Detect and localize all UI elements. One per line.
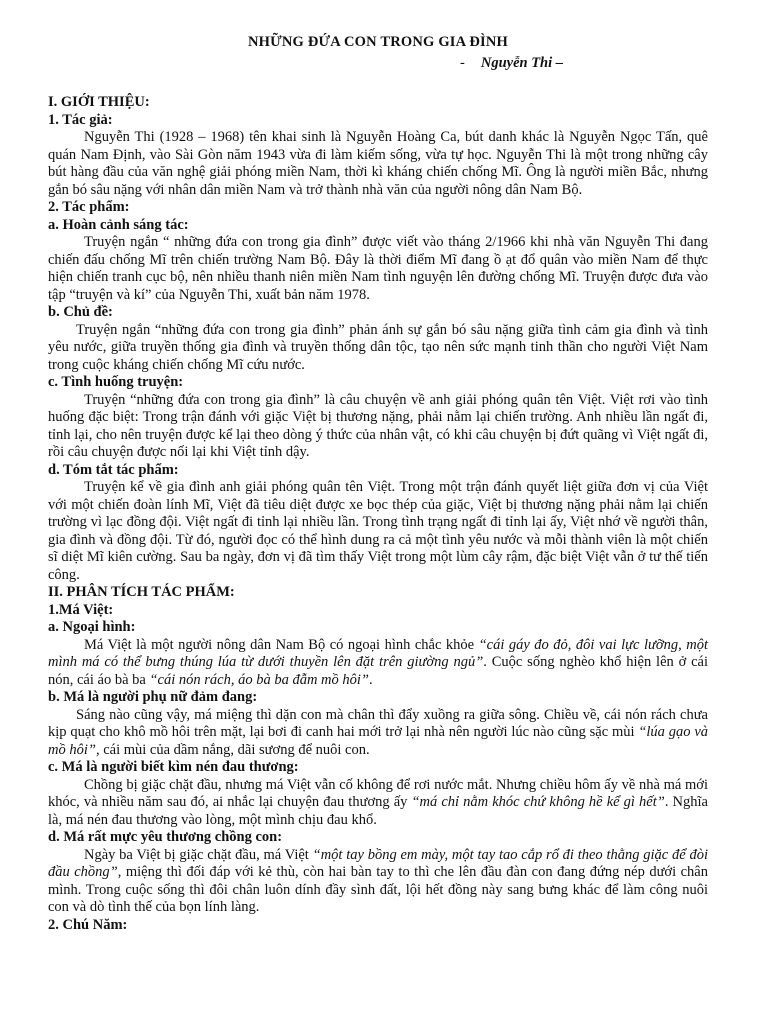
love-heading: d. Má rất mực yêu thương chồng con:	[48, 829, 283, 845]
context-paragraph: Truyện ngắn “ những đứa con trong gia đình” được viết vào tháng 2/1966 khi nhà văn Nguyễn Thi đang chiến đấu chống Mĩ trên chiến trường Nam Bộ. Đây là thời điểm Mĩ đang ồ ạt đổ quân vào miền Nam để thực hiện chiến tranh cục bộ, nên nhiều thanh niên miền Nam tình nguyện lên đường chống Mĩ. Truyện được đưa vào tập “truyện và kí” của Nguyễn Thi, xuất bản năm 1978.	[48, 234, 708, 303]
summary-heading: d. Tóm tắt tác phẩm:	[48, 461, 179, 478]
situation-paragraph: Truyện “những đứa con trong gia đình” là câu chuyện về anh giải phóng quân tên Việt. Việt rơi vào tình huống đặc biệt: Trong trận đánh với giặc Việt bị thương nặng, phải nằm lại chiến trường. Anh nhiều lần ngất đi, tỉnh lại, cho nên truyện được kể lại theo dòng ý thức của nhân vật, có khi câu chuyện bị đứt quãng vì Việt ngất đi, rồi câu chuyện được nối lại khi Việt tỉnh dậy.	[48, 391, 708, 460]
author-dash: -	[460, 55, 465, 71]
capable-text-2: , cái mùi của dầm nắng, dãi sương để nuôi con.	[95, 741, 370, 758]
summary-paragraph: Truyện kể về gia đình anh giải phóng quân tên Việt. Trong một trận đánh quyết liệt giữa đơn vị của Việt với một chiến đoàn lính Mĩ, Việt đã tiêu diệt được xe bọc thép của giặc, Việt bị thương nặng phải nằm lại chiến trường vì lạc đồng đội. Việt ngất đi tỉnh lại nhiều lần. Trong tình trạng ngất đi tỉnh lại ấy, Việt nhớ về người thân, gia đình và đồng đội. Từ đó, người đọc có thể hình dung ra cả một tình yêu nước và mỗi thành viên là một chiến sĩ diệt Mĩ kiên cường. Sau ba ngày, đơn vị đã tìm thấy Việt trong một lùm cây rậm, đặc biệt Việt vẫn ở tư thế tiến công.	[48, 479, 708, 583]
section-2-heading: II. PHÂN TÍCH TÁC PHẨM:	[48, 584, 235, 600]
subsection-author-heading: 1. Tác giả:	[48, 111, 113, 128]
love-paragraph	[48, 847, 708, 917]
theme-heading: b. Chủ đề:	[48, 304, 113, 320]
restraint-paragraph	[48, 777, 708, 830]
ma-viet-heading: 1.Má Việt:	[48, 601, 114, 618]
appearance-text-1: Má Việt là một người nông dân Nam Bộ có ngoại hình chắc khỏe	[84, 636, 479, 653]
appearance-quote-1: “cái gáy đo đỏ, đôi vai lực lưỡng, một mình má có thể bưng thúng lúa từ dưới thuyền lên đặt trên giường ngủ”	[48, 636, 708, 670]
appearance-heading: a. Ngoại hình:	[48, 619, 136, 635]
capable-heading: b. Má là người phụ nữ đảm đang:	[48, 689, 258, 705]
love-quote-1: “một tay bồng em mày, một tay tao cắp rổ đi theo thằng giặc để đòi đầu chồng”	[48, 846, 708, 880]
love-text-2: , miệng thì đối đáp với kẻ thù, còn hai bàn tay to thì che lên đầu đàn con đang đứng nép dưới chân mình. Trong cuộc sống thì đôi chân luôn dính đầy sình đất, lội hết đồng này sang bưng khác để làm công nuôi con và dò tình thế của bọn lính làng.	[48, 864, 708, 915]
author-paragraph: Nguyễn Thi (1928 – 1968) tên khai sinh là Nguyễn Hoàng Ca, bút danh khác là Nguyễn Ngọc Tấn, quê quán Nam Định, vào Sài Gòn năm 1943 vừa đi làm kiếm sống, vừa tự học. Nguyễn Thi là một trong những cây bút hàng đầu của văn nghệ giải phóng miền Nam, thời kì kháng chiến chống Mĩ. Ông là người miền Bắc, nhưng gắn bó sâu nặng với nhân dân miền Nam và trở thành nhà văn của người nông dân Nam Bộ.	[48, 129, 708, 198]
situation-heading: c. Tình huống truyện:	[48, 374, 184, 390]
theme-paragraph: Truyện ngắn “những đứa con trong gia đình” phản ánh sự gắn bó sâu nặng giữa tình cảm gia đình và tình yêu nước, giữa truyền thống gia đình và truyền thống dân tộc, tạo nên sức mạnh tinh thần cho người Việt Nam trong cuộc kháng chiến chống Mĩ cứu nước.	[48, 321, 708, 373]
capable-quote-1: “lúa gạo và mồ hôi”	[48, 724, 709, 758]
author-line	[460, 55, 708, 72]
appearance-quote-2: “cái nón rách, áo bà ba đẫm mồ hôi”	[149, 671, 369, 688]
love-text-1: Ngày ba Việt bị giặc chặt đầu, má Việt	[84, 846, 313, 863]
appearance-paragraph	[48, 637, 708, 690]
restraint-quote-1: “má chỉ nằm khóc chứ không hề kể gì hết”	[411, 794, 665, 810]
capable-paragraph	[48, 707, 708, 760]
appearance-text-2: . Cuộc sống nghèo khổ hiện lên ở cái nón, cái áo bà ba	[48, 654, 708, 688]
restraint-heading: c. Má là người biết kìm nén đau thương:	[48, 759, 299, 775]
chu-nam-heading: 2. Chú Năm:	[48, 916, 128, 933]
section-1-heading: I. GIỚI THIỆU:	[48, 94, 150, 110]
restraint-text-1: Chồng bị giặc chặt đầu, nhưng má Việt vẫn cố không để rơi nước mắt. Nhưng chiều hôm ấy về nhà má mới khóc, và nhiều năm sau đó, ai nhắc lại chuyện đau thương ấy	[48, 776, 708, 810]
appearance-text-3: .	[369, 671, 373, 688]
author-name: Nguyễn Thi –	[480, 55, 564, 71]
restraint-text-2: . Nghĩa là, má nén đau thương vào lòng, một mình chịu đau khổ.	[48, 794, 708, 828]
subsection-work-heading: 2. Tác phẩm:	[48, 199, 130, 215]
capable-text-1: Sáng nào cũng vậy, má miệng thì dặn con mà chân thì đẩy xuồng ra giữa sông. Chiều về, cái nón rách chưa kịp quạt cho khô mồ hôi trên mặt, lại bơi đi canh hai mới trở lại nhà nên người lúc nào cũng sặc mùi	[48, 706, 708, 740]
document-title: NHỮNG ĐỨA CON TRONG GIA ĐÌNH	[247, 34, 509, 50]
context-heading: a. Hoàn cảnh sáng tác:	[48, 216, 189, 233]
